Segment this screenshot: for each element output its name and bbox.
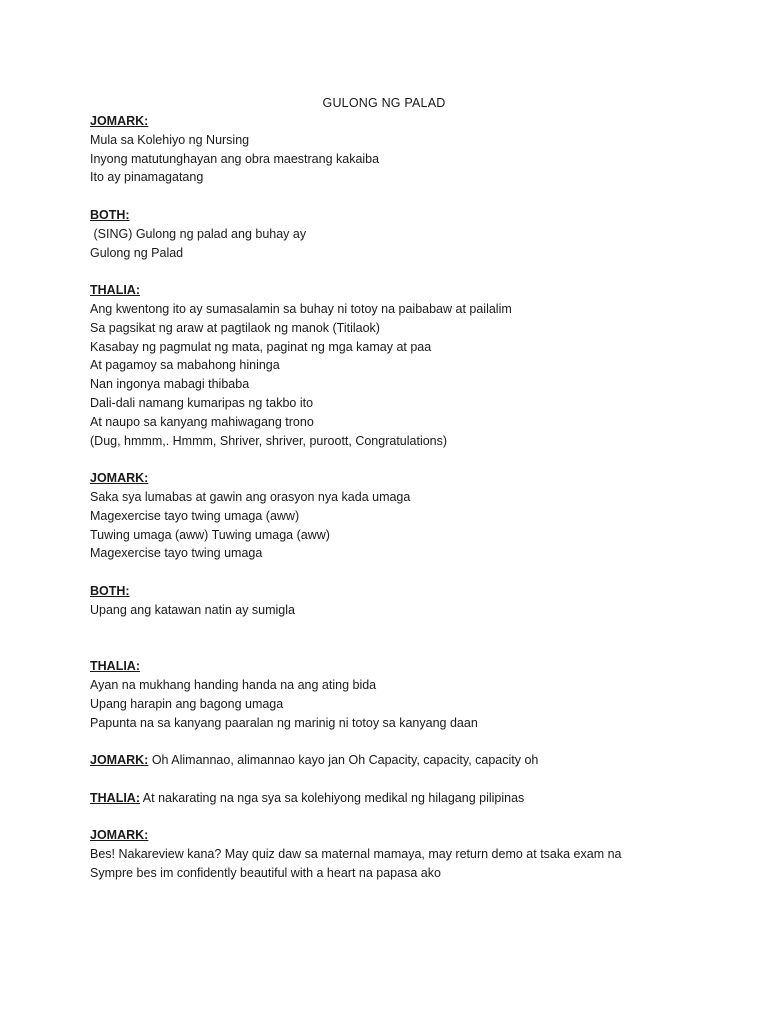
script-line: At naupo sa kanyang mahiwagang trono xyxy=(90,414,314,429)
script-block-jomark-2 xyxy=(90,469,730,563)
script-block-jomark-1 xyxy=(90,112,730,187)
script-block-thalia-2 xyxy=(90,657,730,732)
script-inline-line xyxy=(90,751,730,770)
script-line: Upang harapin ang bagong umaga xyxy=(90,696,284,711)
script-line: Ito ay pinamagatang xyxy=(90,170,204,185)
script-block-both-1 xyxy=(90,206,730,262)
script-line: Mula sa Kolehiyo ng Nursing xyxy=(90,132,250,147)
speaker-label: JOMARK: xyxy=(90,828,149,843)
script-line: Saka sya lumabas at gawin ang orasyon nya kada umaga xyxy=(90,489,411,504)
script-line: At pagamoy sa mabahong hininga xyxy=(90,358,280,373)
speaker-label: BOTH: xyxy=(90,207,130,222)
script-block-jomark-3 xyxy=(90,751,730,770)
script-line: Ayan na mukhang handing handa na ang ating bida xyxy=(90,677,377,692)
script-line: Nan ingonya mabagi thibaba xyxy=(90,377,250,392)
script-line: Sympre bes im confidently beautiful with a heart na papasa ako xyxy=(90,865,441,880)
script-body xyxy=(90,112,730,901)
script-line: Kasabay ng pagmulat ng mata, paginat ng mga kamay at paa xyxy=(90,339,432,354)
speaker-label: THALIA: xyxy=(90,283,140,298)
script-line: Bes! Nakareview kana? May quiz daw sa maternal mamaya, may return demo at tsaka exam na xyxy=(90,847,622,862)
script-line: Papunta na sa kanyang paaralan ng marinig ni totoy sa kanyang daan xyxy=(90,715,478,730)
script-inline-line xyxy=(90,789,730,808)
document-title: GULONG NG PALAD xyxy=(322,96,446,110)
script-line: Upang ang katawan natin ay sumigla xyxy=(90,602,295,617)
script-line: Sa pagsikat ng araw at pagtilaok ng manok (Titilaok) xyxy=(90,320,380,335)
speaker-label: JOMARK: xyxy=(90,753,149,768)
script-block-thalia-1 xyxy=(90,281,730,450)
script-block-both-2 xyxy=(90,582,730,620)
script-block-thalia-3 xyxy=(90,789,730,808)
script-block-jomark-4 xyxy=(90,826,730,882)
speaker-label: THALIA: xyxy=(90,659,140,674)
script-line: Ang kwentong ito ay sumasalamin sa buhay ni totoy na paibabaw at pailalim xyxy=(90,301,512,316)
speaker-label: JOMARK: xyxy=(90,471,149,486)
script-line: Dali-dali namang kumaripas ng takbo ito xyxy=(90,395,314,410)
script-line: (SING) Gulong ng palad ang buhay ay xyxy=(90,226,307,241)
script-line: Oh Alimannao, alimannao kayo jan Oh Capacity, capacity, capacity oh xyxy=(148,753,539,768)
speaker-label: JOMARK: xyxy=(90,114,149,128)
script-line: Gulong ng Palad xyxy=(90,245,184,260)
speaker-label: BOTH: xyxy=(90,583,130,598)
script-line: Inyong matutunghayan ang obra maestrang kakaiba xyxy=(90,151,380,166)
speaker-label: THALIA: xyxy=(90,790,140,805)
script-line: Magexercise tayo twing umaga xyxy=(90,546,263,561)
script-line: Tuwing umaga (aww) Tuwing umaga (aww) xyxy=(90,527,330,542)
script-line: Magexercise tayo twing umaga (aww) xyxy=(90,508,300,523)
script-line: At nakarating na nga sya sa kolehiyong medikal ng hilagang pilipinas xyxy=(140,790,525,805)
script-line: (Dug, hmmm,. Hmmm, Shriver, shriver, puroott, Congratulations) xyxy=(90,433,448,448)
